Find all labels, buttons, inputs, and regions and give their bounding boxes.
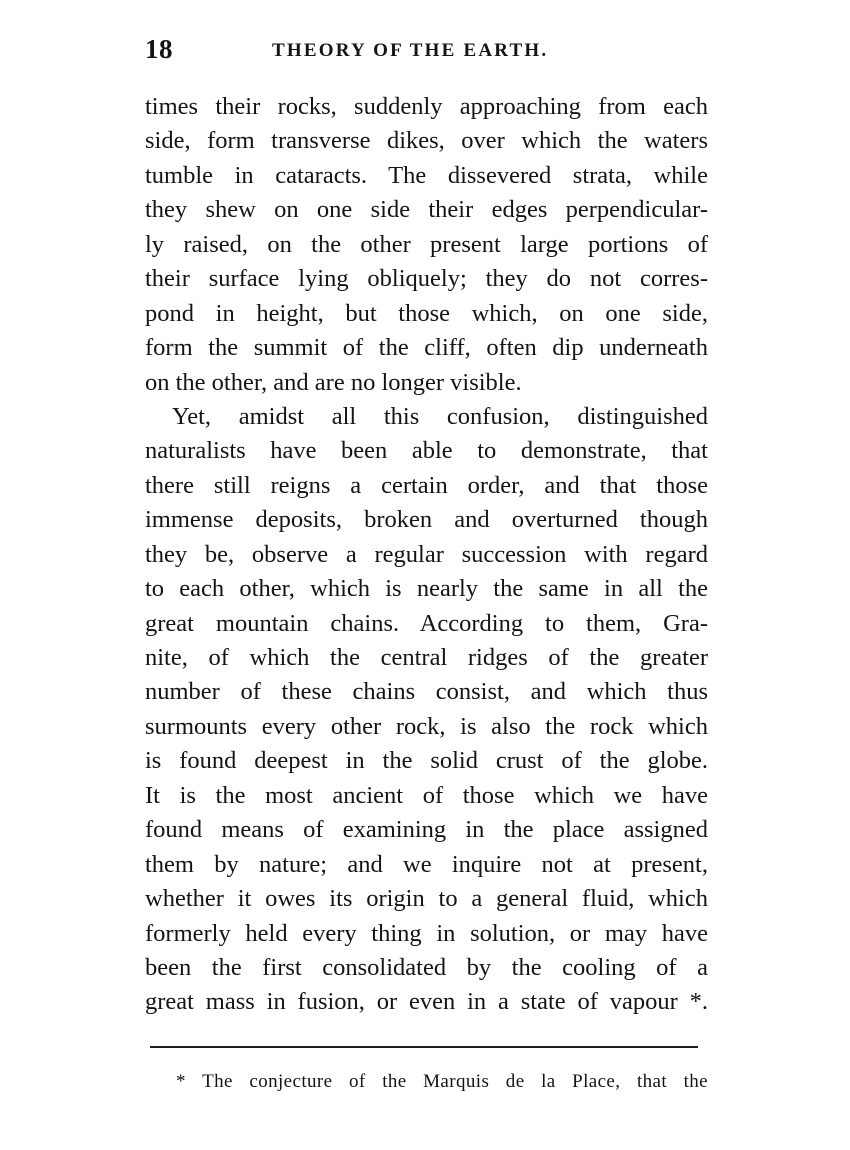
text-line: It is the most ancient of those which we have xyxy=(145,781,708,809)
text-line: naturalists have been able to demonstrate, that xyxy=(145,437,708,465)
text-line: whether it owes its origin to a general fluid, which xyxy=(145,885,708,913)
body-text xyxy=(145,90,708,1020)
footnote-divider xyxy=(150,1046,698,1048)
text-line: times their rocks, suddenly approaching from each xyxy=(145,93,708,120)
text-line: surmounts every other rock, is also the rock which xyxy=(145,712,708,740)
text-line: they be, observe a regular succession with regard xyxy=(145,540,708,568)
text-line: been the first consolidated by the cooling of a xyxy=(145,953,708,981)
paragraph-2 xyxy=(145,400,708,1020)
text-line: great mass in fusion, or even in a state of vapour *. xyxy=(145,988,708,1016)
text-line: ly raised, on the other present large portions of xyxy=(145,230,708,258)
text-line: form the summit of the cliff, often dip underneath xyxy=(145,334,708,362)
footnote: * The conjecture of the Marquis de la Place, that the xyxy=(176,1071,708,1092)
page-header xyxy=(145,34,715,70)
text-line: great mountain chains. According to them, Gra- xyxy=(145,609,708,637)
text-line: their surface lying obliquely; they do not corres- xyxy=(145,265,708,293)
text-line: pond in height, but those which, on one side, xyxy=(145,299,708,327)
text-line: Yet, amidst all this confusion, distinguished xyxy=(172,402,708,430)
text-line: on the other, and are no longer visible. xyxy=(145,368,522,396)
text-line: formerly held every thing in solution, or may have xyxy=(145,919,708,947)
text-line: there still reigns a certain order, and that those xyxy=(145,471,708,499)
text-line: immense deposits, broken and overturned though xyxy=(145,506,708,534)
text-line: nite, of which the central ridges of the greater xyxy=(145,644,708,671)
running-head: THEORY OF THE EARTH. xyxy=(272,40,549,61)
text-line: is found deepest in the solid crust of the globe. xyxy=(145,747,708,775)
text-line: tumble in cataracts. The dissevered strata, while xyxy=(145,161,708,189)
paragraph-1 xyxy=(145,90,708,400)
text-line: side, form transverse dikes, over which the waters xyxy=(145,127,708,155)
text-line: found means of examining in the place assigned xyxy=(145,816,708,844)
text-line: they shew on one side their edges perpendicular- xyxy=(145,196,708,224)
text-line: to each other, which is nearly the same in all the xyxy=(145,575,708,603)
page-number: 18 xyxy=(145,34,173,64)
text-line: number of these chains consist, and which thus xyxy=(145,678,708,706)
text-line: them by nature; and we inquire not at present, xyxy=(145,850,708,878)
